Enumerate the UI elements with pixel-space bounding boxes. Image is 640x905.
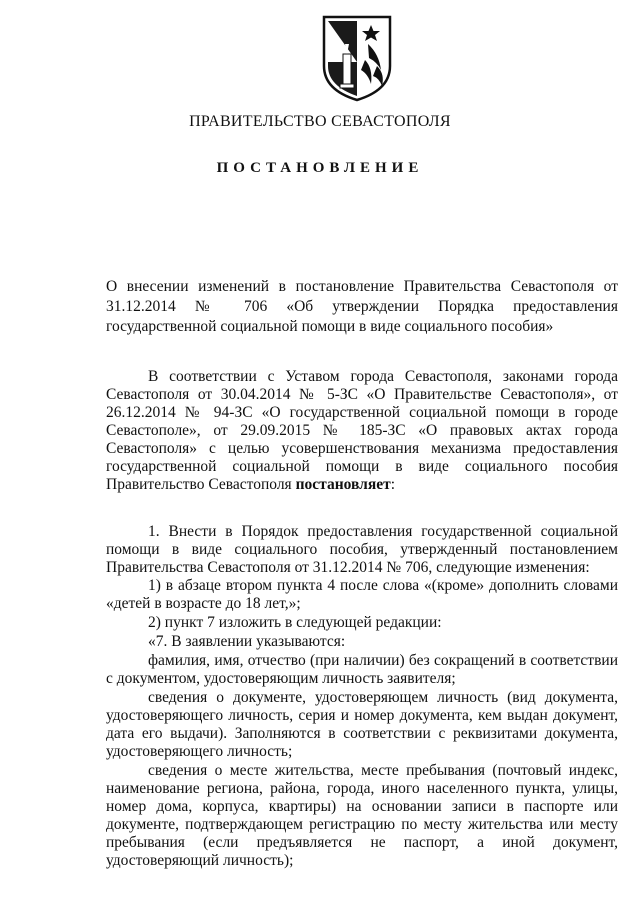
amended-clause-heading: «7. В заявлении указываются: (148, 633, 346, 650)
preamble-paragraph (106, 368, 618, 494)
document-type-title: ПОСТАНОВЛЕНИЕ (216, 160, 424, 176)
amendment-item: 2) пункт 7 изложить в следующей редакции: (148, 614, 442, 631)
preamble-colon: : (390, 476, 396, 493)
amended-clause-text: фамилия, имя, отчество (при наличии) без сокращений в соответствии с документом, удостоверяющим личность заявителя; (106, 652, 618, 687)
preamble (106, 368, 618, 494)
amended-clause-text: сведения о документе, удостоверяющем личность (вид документа, удостоверяющего личность, серия и номер документа, кем выдан документ, дата его выдачи). Заполняются в соответствии с реквизитами документа, удостоверяющего личность; (106, 689, 618, 760)
document-subject: О внесении изменений в постановление Правительства Севастополя от 31.12.2014 № 706 «Об утверждении Порядка предоставления государственной социальной помощи в виде социального пособия» (106, 278, 618, 335)
amended-clause-text: сведения о месте жительства, месте пребывания (почтовый индекс, наименование региона, района, города, иного населенного пункта, улицы, номер дома, корпуса, квартиры) на основании записи в паспорте или документе, подтверждающем регистрацию по месту жительства или месту пребывания (если предъявляется не паспорт, а иной документ, удостоверяющий личность); (106, 762, 618, 869)
preamble-text: В соответствии с Уставом города Севастополя, законами города Севастополя от 30.04.2014 № 5-ЗС «О Правительстве Севастополя», от 26.12.2014 № 94-ЗС «О государственной социальной помощи в городе Севастополе», от 29.09.2015 № 185-ЗС «О правовых актах города Севастополя» с целью усовершенствования механизма предоставления государственной социальной помощи в виде социального пособия Правительство Севастополя (106, 368, 618, 493)
decree-articles (106, 523, 618, 870)
amendment-item: 1) в абзаце втором пункта 4 после слова «(кроме» дополнить словами «детей в возрасте до 18 лет,»; (106, 577, 618, 612)
sevastopol-coat-of-arms-icon (321, 14, 393, 102)
decree-word: постановляет (295, 476, 391, 493)
government-title: ПРАВИТЕЛЬСТВО СЕВАСТОПОЛЯ (189, 113, 451, 130)
article-paragraph: 1. Внести в Порядок предоставления государственной социальной помощи в виде социального пособия, утвержденный постановлением Правительства Севастополя от 31.12.2014 № 706, следующие изменения: (106, 523, 618, 576)
